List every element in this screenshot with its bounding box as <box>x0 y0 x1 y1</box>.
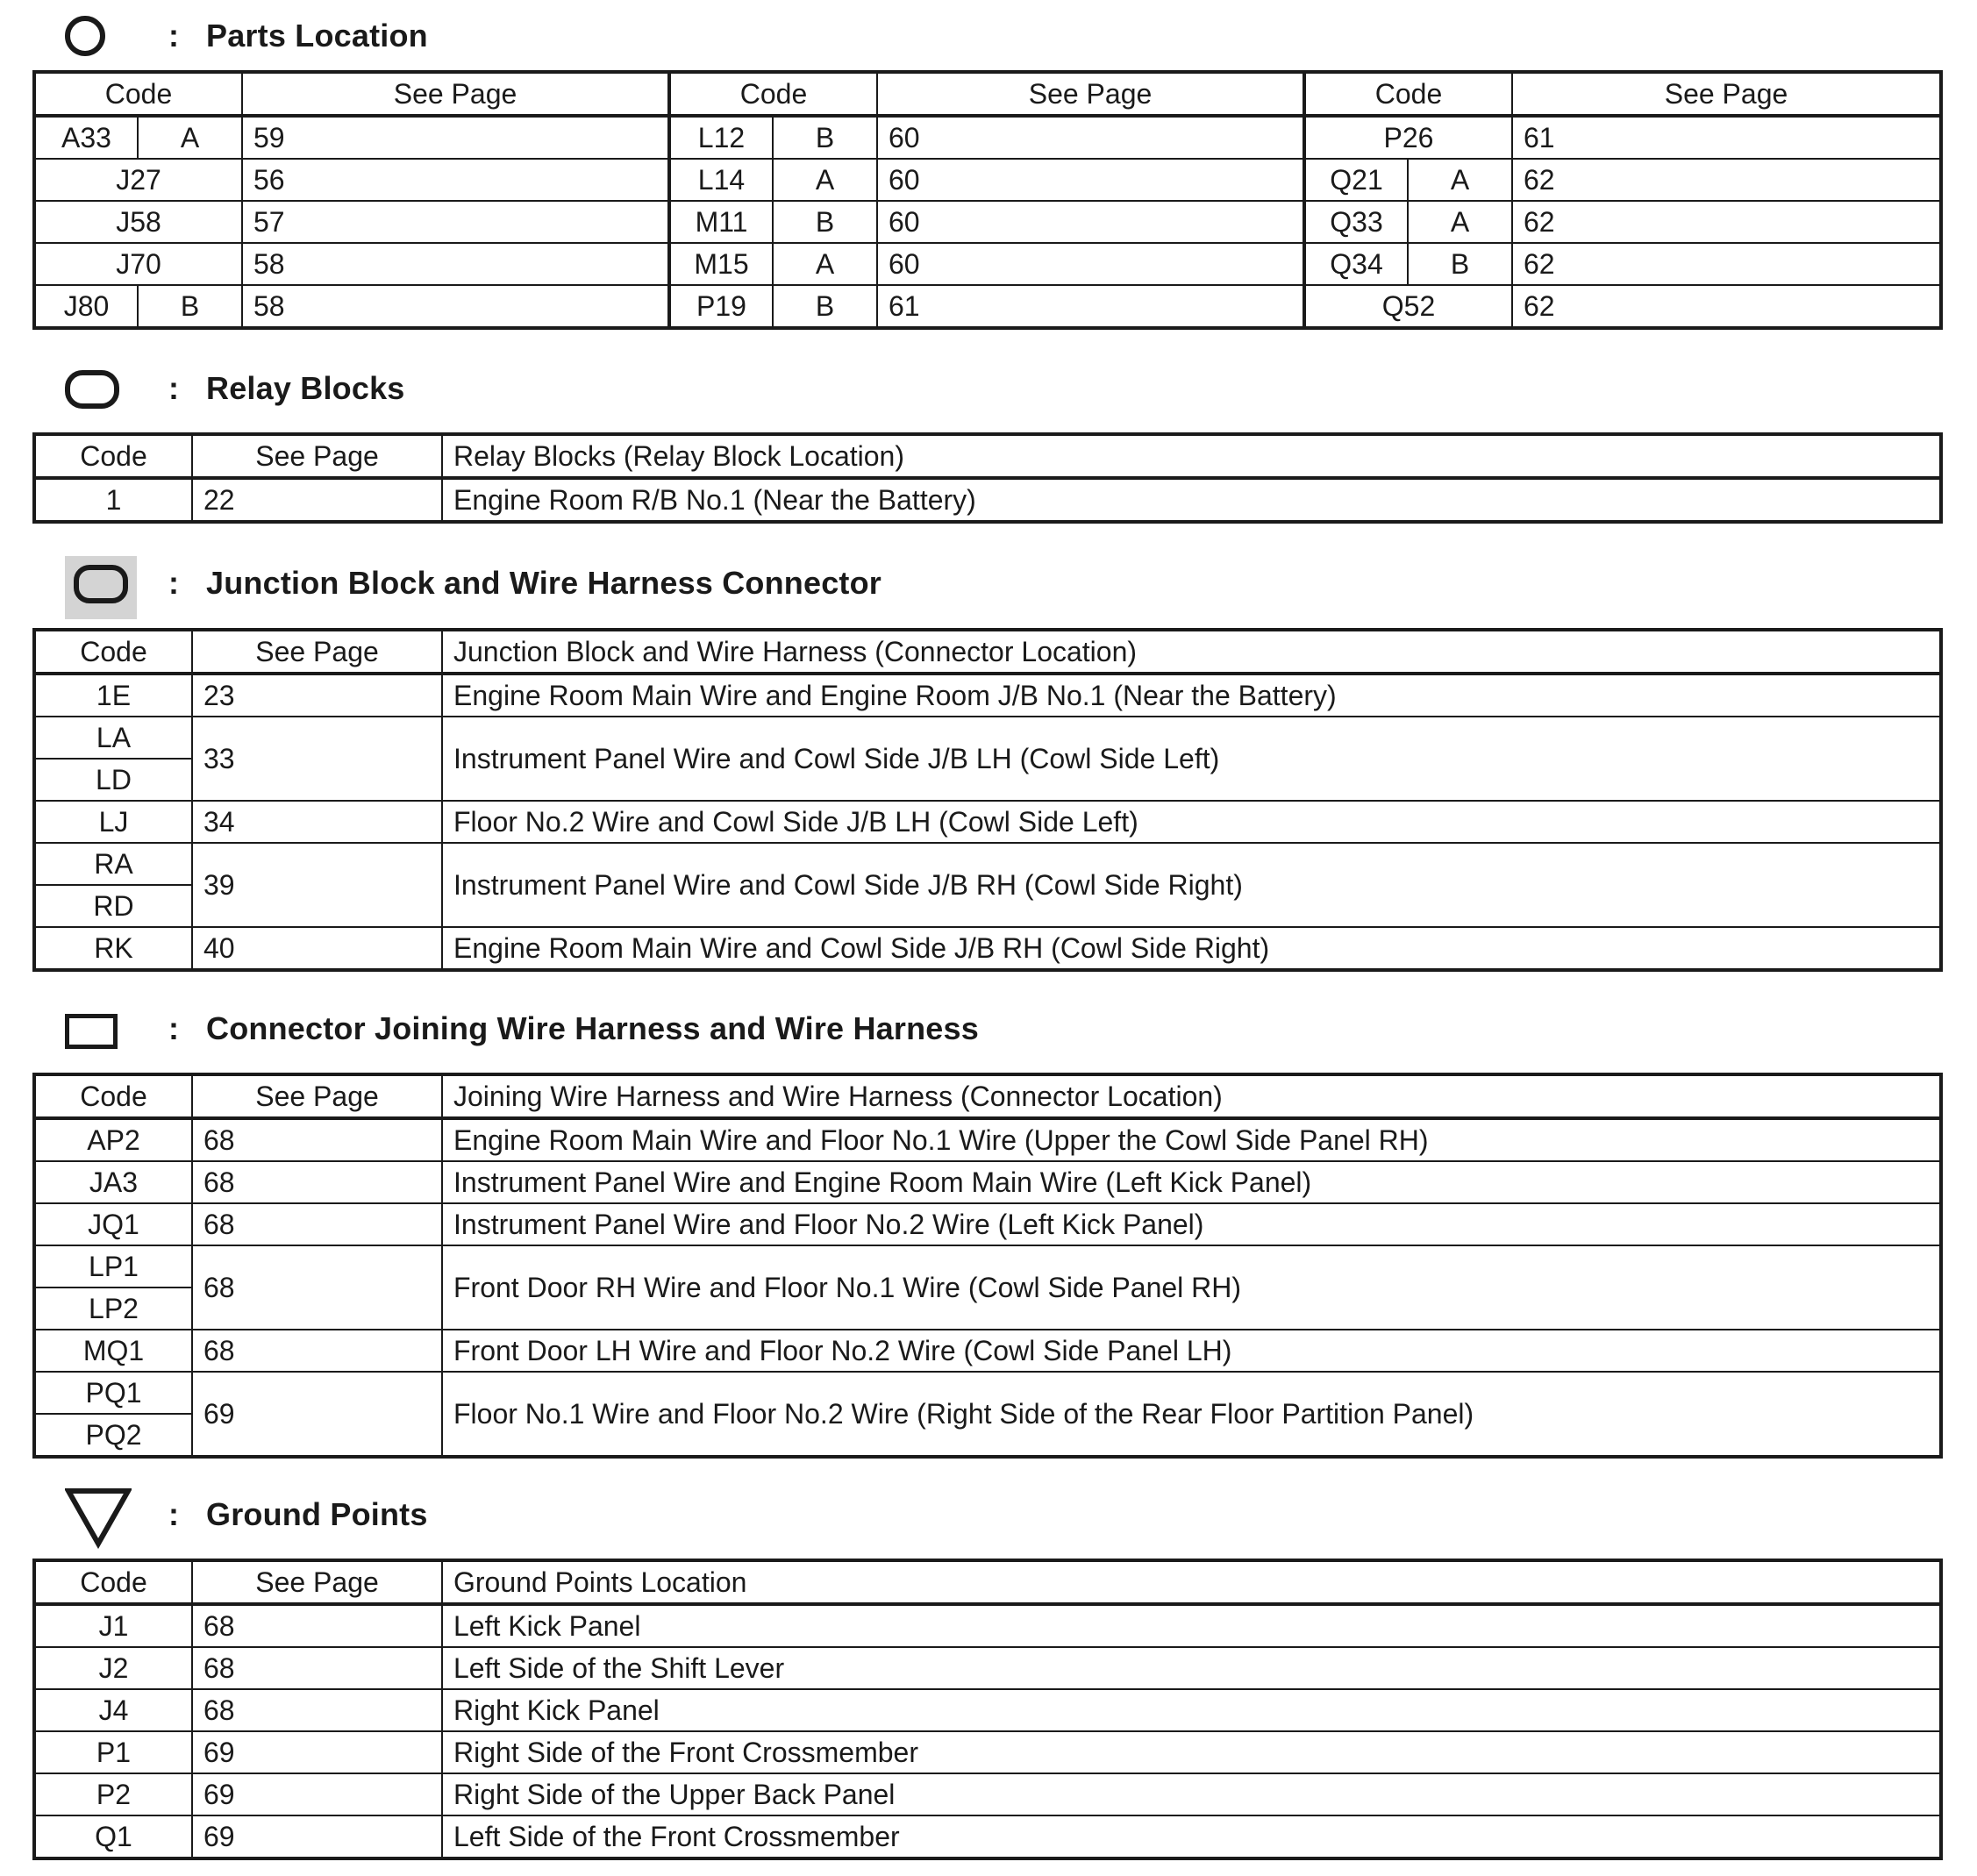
page-cell: 68 <box>192 1689 442 1731</box>
code-cell: M11 <box>669 201 773 243</box>
ground-points-table <box>32 1559 1943 1860</box>
sub-code-cell: B <box>1408 243 1512 285</box>
table-row <box>34 116 1941 159</box>
table-row <box>34 843 1941 885</box>
description-cell: Instrument Panel Wire and Engine Room Main Wire (Left Kick Panel) <box>442 1161 1941 1203</box>
code-cell: LA <box>34 717 192 759</box>
page-cell: 69 <box>192 1815 442 1858</box>
page-cell: 62 <box>1512 201 1941 243</box>
column-header-see-page: See Page <box>242 72 669 116</box>
description-cell: Instrument Panel Wire and Cowl Side J/B LH (Cowl Side Left) <box>442 717 1941 801</box>
colon: : <box>168 370 179 406</box>
description-cell: Front Door RH Wire and Floor No.1 Wire (Cowl Side Panel RH) <box>442 1245 1941 1330</box>
table-row <box>34 1372 1941 1414</box>
code-cell: Q21 <box>1304 159 1408 201</box>
description-cell: Left Side of the Shift Lever <box>442 1647 1941 1689</box>
sub-code-cell: A <box>773 243 877 285</box>
code-cell: PQ1 <box>34 1372 192 1414</box>
code-cell: MQ1 <box>34 1330 192 1372</box>
table-row <box>34 1245 1941 1288</box>
code-cell: JQ1 <box>34 1203 192 1245</box>
table-row <box>34 201 1941 243</box>
column-header-see-page: See Page <box>192 1074 442 1118</box>
column-header-see-page: See Page <box>1512 72 1941 116</box>
table-header-row <box>34 434 1941 478</box>
code-cell: P2 <box>34 1773 192 1815</box>
code-cell: J58 <box>34 201 242 243</box>
column-header-description: Ground Points Location <box>442 1560 1941 1604</box>
table-row <box>34 1330 1941 1372</box>
colon: : <box>168 1010 179 1046</box>
table-row <box>34 1604 1941 1647</box>
code-cell: Q33 <box>1304 201 1408 243</box>
code-cell: PQ2 <box>34 1414 192 1457</box>
table-row <box>34 1773 1941 1815</box>
ground-point-icon <box>65 1487 132 1549</box>
column-header-code: Code <box>34 434 192 478</box>
junction-block-table <box>32 628 1943 972</box>
description-cell: Front Door LH Wire and Floor No.2 Wire (Cowl Side Panel LH) <box>442 1330 1941 1372</box>
code-cell: P19 <box>669 285 773 328</box>
description-cell: Left Kick Panel <box>442 1604 1941 1647</box>
code-cell: 1 <box>34 478 192 522</box>
page-cell: 69 <box>192 1731 442 1773</box>
code-cell: P26 <box>1304 116 1512 159</box>
code-cell: J27 <box>34 159 242 201</box>
parts-location-table <box>32 70 1943 330</box>
section-title: Ground Points <box>206 1496 428 1532</box>
column-header-see-page: See Page <box>192 434 442 478</box>
column-header-code: Code <box>1304 72 1512 116</box>
page-cell: 68 <box>192 1330 442 1372</box>
description-cell: Right Side of the Front Crossmember <box>442 1731 1941 1773</box>
column-header-code: Code <box>34 1560 192 1604</box>
section-title: Parts Location <box>206 18 428 53</box>
column-header-code: Code <box>34 72 242 116</box>
ground-points-heading <box>0 1487 1977 1549</box>
page-cell: 68 <box>192 1203 442 1245</box>
description-cell: Instrument Panel Wire and Cowl Side J/B RH (Cowl Side Right) <box>442 843 1941 927</box>
page-cell: 23 <box>192 674 442 717</box>
table-row <box>34 1815 1941 1858</box>
circle-icon <box>65 16 105 56</box>
code-cell: Q34 <box>1304 243 1408 285</box>
page-cell: 69 <box>192 1372 442 1457</box>
page-cell: 61 <box>1512 116 1941 159</box>
table-row <box>34 159 1941 201</box>
description-cell: Right Kick Panel <box>442 1689 1941 1731</box>
code-cell: LD <box>34 759 192 801</box>
page-cell: 33 <box>192 717 442 801</box>
connector-table <box>32 1073 1943 1459</box>
relay-blocks-heading <box>0 363 1977 424</box>
description-cell: Floor No.1 Wire and Floor No.2 Wire (Right Side of the Rear Floor Partition Panel) <box>442 1372 1941 1457</box>
parts-location-heading <box>0 11 1977 72</box>
column-header-description: Joining Wire Harness and Wire Harness (Connector Location) <box>442 1074 1941 1118</box>
relay-blocks-table <box>32 432 1943 524</box>
page-cell: 57 <box>242 201 669 243</box>
sub-code-cell: B <box>773 116 877 159</box>
page-cell: 62 <box>1512 159 1941 201</box>
code-cell: L14 <box>669 159 773 201</box>
table-row <box>34 674 1941 717</box>
description-cell: Engine Room R/B No.1 (Near the Battery) <box>442 478 1941 522</box>
colon: : <box>168 565 179 601</box>
column-header-code: Code <box>34 630 192 674</box>
page-cell: 68 <box>192 1604 442 1647</box>
description-cell: Right Side of the Upper Back Panel <box>442 1773 1941 1815</box>
page-cell: 58 <box>242 285 669 328</box>
code-cell: L12 <box>669 116 773 159</box>
page-cell: 68 <box>192 1245 442 1330</box>
table-row <box>34 717 1941 759</box>
code-cell: LP2 <box>34 1288 192 1330</box>
section-title: Junction Block and Wire Harness Connector <box>206 565 882 601</box>
section-title: Relay Blocks <box>206 370 405 406</box>
page-cell: 60 <box>877 116 1304 159</box>
page-cell: 62 <box>1512 285 1941 328</box>
description-cell: Left Side of the Front Crossmember <box>442 1815 1941 1858</box>
description-cell: Engine Room Main Wire and Floor No.1 Wire (Upper the Cowl Side Panel RH) <box>442 1118 1941 1161</box>
page-cell: 60 <box>877 201 1304 243</box>
column-header-see-page: See Page <box>192 1560 442 1604</box>
table-row <box>34 1203 1941 1245</box>
code-cell: RD <box>34 885 192 927</box>
page-cell: 59 <box>242 116 669 159</box>
description-cell: Instrument Panel Wire and Floor No.2 Wire (Left Kick Panel) <box>442 1203 1941 1245</box>
code-cell: JA3 <box>34 1161 192 1203</box>
code-cell: A33 <box>34 116 138 159</box>
column-header-description: Junction Block and Wire Harness (Connector Location) <box>442 630 1941 674</box>
table-row <box>34 1161 1941 1203</box>
sub-code-cell: A <box>773 159 877 201</box>
column-header-see-page: See Page <box>192 630 442 674</box>
page-cell: 56 <box>242 159 669 201</box>
relay-block-icon <box>65 370 119 409</box>
section-title: Connector Joining Wire Harness and Wire Harness <box>206 1010 979 1046</box>
table-row <box>34 1731 1941 1773</box>
code-cell: P1 <box>34 1731 192 1773</box>
connector-icon <box>65 1014 118 1049</box>
table-row <box>34 1118 1941 1161</box>
code-cell: RK <box>34 927 192 970</box>
page-cell: 39 <box>192 843 442 927</box>
table-row <box>34 801 1941 843</box>
table-row <box>34 927 1941 970</box>
code-cell: J4 <box>34 1689 192 1731</box>
code-cell: J80 <box>34 285 138 328</box>
code-cell: M15 <box>669 243 773 285</box>
table-header-row <box>34 630 1941 674</box>
sub-code-cell: B <box>773 201 877 243</box>
page-cell: 69 <box>192 1773 442 1815</box>
page-cell: 68 <box>192 1647 442 1689</box>
page-cell: 58 <box>242 243 669 285</box>
sub-code-cell: A <box>1408 159 1512 201</box>
sub-code-cell: B <box>773 285 877 328</box>
column-header-code: Code <box>34 1074 192 1118</box>
page-cell: 34 <box>192 801 442 843</box>
table-row <box>34 285 1941 328</box>
sub-code-cell: A <box>1408 201 1512 243</box>
code-cell: Q1 <box>34 1815 192 1858</box>
column-header-code: Code <box>669 72 877 116</box>
table-header-row <box>34 72 1941 116</box>
table-row <box>34 478 1941 522</box>
description-cell: Engine Room Main Wire and Engine Room J/B No.1 (Near the Battery) <box>442 674 1941 717</box>
junction-block-heading <box>0 556 1977 617</box>
page-cell: 40 <box>192 927 442 970</box>
code-cell: LJ <box>34 801 192 843</box>
table-header-row <box>34 1074 1941 1118</box>
column-header-see-page: See Page <box>877 72 1304 116</box>
page-cell: 60 <box>877 159 1304 201</box>
table-row <box>34 1647 1941 1689</box>
code-cell: 1E <box>34 674 192 717</box>
code-cell: LP1 <box>34 1245 192 1288</box>
colon: : <box>168 1496 179 1532</box>
code-cell: RA <box>34 843 192 885</box>
column-header-description: Relay Blocks (Relay Block Location) <box>442 434 1941 478</box>
description-cell: Engine Room Main Wire and Cowl Side J/B RH (Cowl Side Right) <box>442 927 1941 970</box>
colon: : <box>168 18 179 53</box>
table-row <box>34 1689 1941 1731</box>
code-cell: J2 <box>34 1647 192 1689</box>
connector-heading <box>0 1002 1977 1063</box>
page-cell: 61 <box>877 285 1304 328</box>
code-cell: J70 <box>34 243 242 285</box>
code-cell: J1 <box>34 1604 192 1647</box>
page-cell: 62 <box>1512 243 1941 285</box>
sub-code-cell: A <box>138 116 242 159</box>
page-cell: 68 <box>192 1161 442 1203</box>
junction-block-icon <box>74 565 128 603</box>
description-cell: Floor No.2 Wire and Cowl Side J/B LH (Cowl Side Left) <box>442 801 1941 843</box>
page-cell: 60 <box>877 243 1304 285</box>
sub-code-cell: B <box>138 285 242 328</box>
page-cell: 68 <box>192 1118 442 1161</box>
page-cell: 22 <box>192 478 442 522</box>
table-header-row <box>34 1560 1941 1604</box>
table-row <box>34 243 1941 285</box>
code-cell: Q52 <box>1304 285 1512 328</box>
code-cell: AP2 <box>34 1118 192 1161</box>
